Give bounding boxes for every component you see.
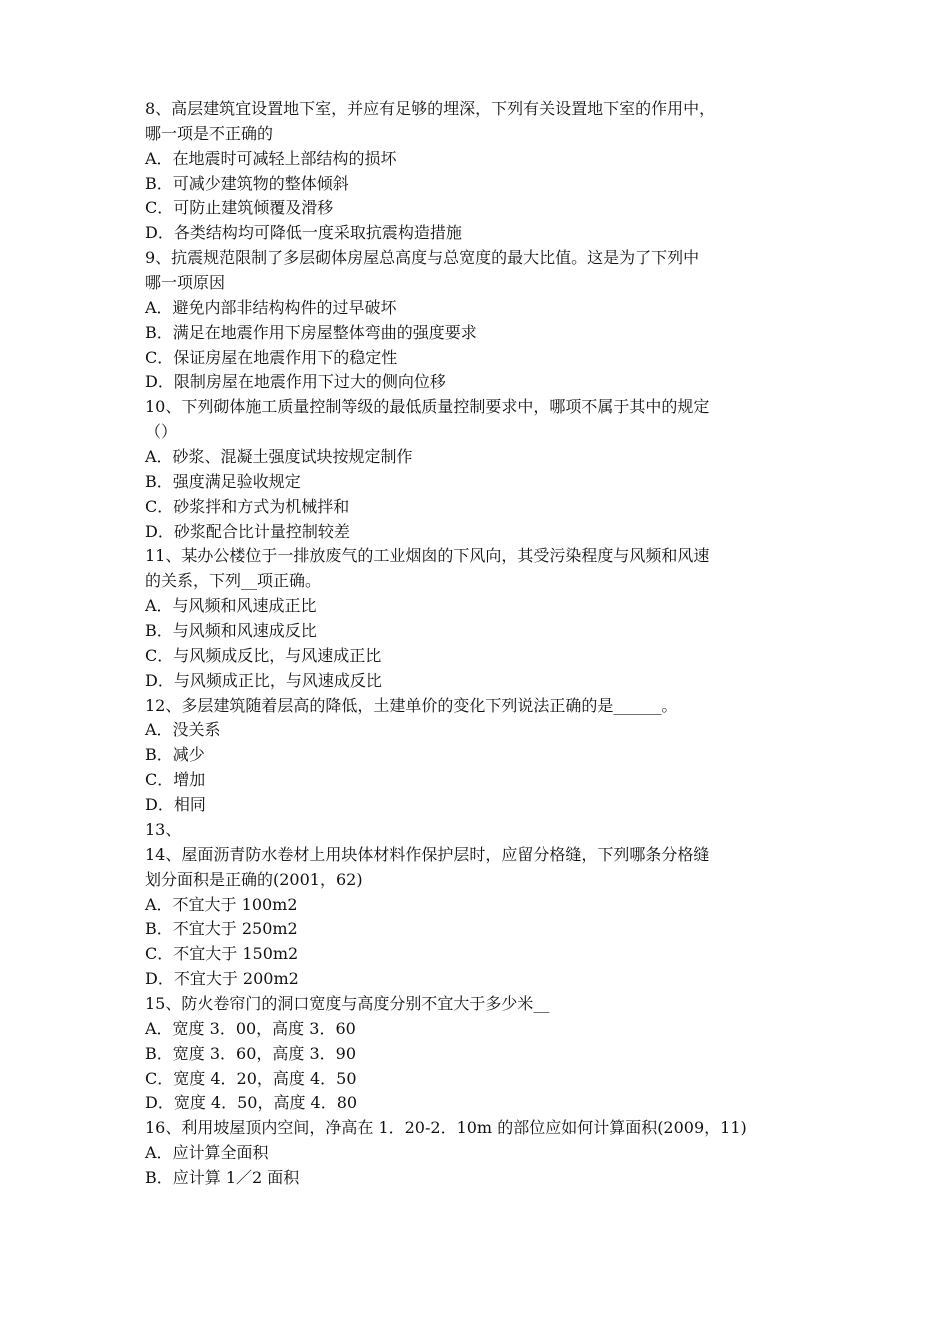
text-line: 16、利用坡屋顶内空间，净高在 1．20-2．10m 的部位应如何计算面积(2009，11) xyxy=(145,1118,747,1138)
text-line: C．宽度 4．20，高度 4．50 xyxy=(145,1068,357,1088)
text-line: 8、高层建筑宜设置地下室，并应有足够的埋深，下列有关设置地下室的作用中， xyxy=(145,99,716,118)
text-line: D．宽度 4．50，高度 4．80 xyxy=(145,1093,358,1113)
text-line: A．在地震时可减轻上部结构的损坏 xyxy=(145,148,397,168)
text-line: 10、下列砌体施工质量控制等级的最低质量控制要求中，哪项不属于其中的规定 xyxy=(145,397,710,417)
text-line: B．与风频和风速成反比 xyxy=(145,621,317,641)
text-line: A．避免内部非结构构件的过早破坏 xyxy=(145,297,397,317)
text-line: C．砂浆拌和方式为机械拌和 xyxy=(145,496,350,516)
text-line: 哪一项原因 xyxy=(145,273,226,293)
text-line: C．不宜大于 150m2 xyxy=(145,944,299,964)
text-line: C．保证房屋在地震作用下的稳定性 xyxy=(145,347,398,367)
text-line: B．不宜大于 250m2 xyxy=(145,919,298,939)
text-line: B．可减少建筑物的整体倾斜 xyxy=(145,173,349,193)
text-line: B．应计算 1／2 面积 xyxy=(145,1167,300,1187)
text-line: A．没关系 xyxy=(145,720,221,740)
text-line: 12、多层建筑随着层高的降低，土建单价的变化下列说法正确的是______。 xyxy=(145,695,678,715)
text-line: D．与风频成正比，与风速成反比 xyxy=(145,670,382,690)
text-line: 11、某办公楼位于一排放废气的工业烟囱的下风向，其受污染程度与风频和风速 xyxy=(145,546,710,566)
text-line: B．减少 xyxy=(145,745,205,765)
text-line: 的关系，下列__项正确。 xyxy=(145,571,322,591)
text-line: A．应计算全面积 xyxy=(145,1143,269,1163)
text-line: C．可防止建筑倾覆及滑移 xyxy=(145,198,334,218)
text-line: 哪一项是不正确的 xyxy=(145,123,274,143)
text-line: B．满足在地震作用下房屋整体弯曲的强度要求 xyxy=(145,322,477,342)
document-page xyxy=(145,97,815,1191)
text-line: B．强度满足验收规定 xyxy=(145,471,301,491)
text-line: 划分面积是正确的(2001，62) xyxy=(145,869,363,889)
text-line: A．不宜大于 100m2 xyxy=(145,894,298,914)
text-line: B．宽度 3．60，高度 3．90 xyxy=(145,1043,357,1063)
text-line: A．砂浆、混凝土强度试块按规定制作 xyxy=(145,447,413,467)
text-line: D．不宜大于 200m2 xyxy=(145,969,299,989)
text-line: C．增加 xyxy=(145,770,206,790)
text-line: 14、屋面沥青防水卷材上用块体材料作保护层时，应留分格缝，下列哪条分格缝 xyxy=(145,844,710,864)
text-line: D．砂浆配合比计量控制较差 xyxy=(145,521,350,541)
text-line: A．与风频和风速成正比 xyxy=(145,596,317,616)
text-line: D．各类结构均可降低一度采取抗震构造措施 xyxy=(145,223,462,243)
text-line: 15、防火卷帘门的洞口宽度与高度分别不宜大于多少米__ xyxy=(145,993,550,1013)
text-line: （） xyxy=(145,422,178,442)
text-line: A．宽度 3．00，高度 3．60 xyxy=(145,1018,356,1038)
text-line: 13、 xyxy=(145,819,182,839)
text-line: C．与风频成反比，与风速成正比 xyxy=(145,645,382,665)
text-line: 9、抗震规范限制了多层砌体房屋总高度与总宽度的最大比值。这是为了下列中 xyxy=(145,248,700,268)
text-line: D．限制房屋在地震作用下过大的侧向位移 xyxy=(145,372,446,392)
text-line: D．相同 xyxy=(145,795,206,815)
